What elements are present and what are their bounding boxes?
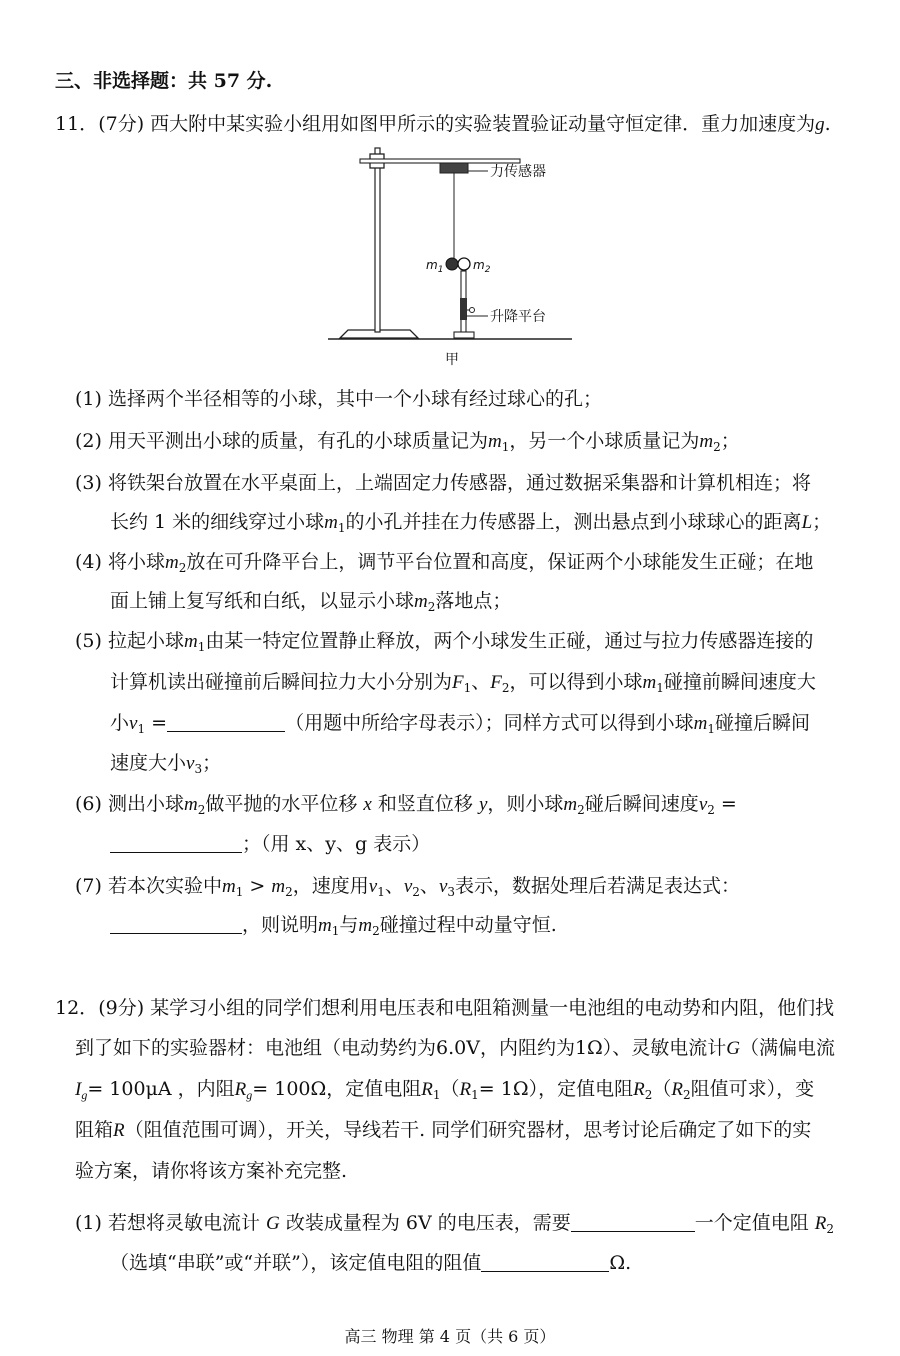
answer-blank-connection[interactable] xyxy=(571,1211,695,1232)
q12-line5: 验方案，请你将该方案补充完整. xyxy=(75,1160,348,1182)
q11-step-3-line2: 长约 1 米的细线穿过小球$m_1$的小孔并挂在力传感器上，测出悬点到小球球心的距离L； xyxy=(110,511,832,535)
platform-base xyxy=(454,332,474,338)
q12-sub1-line2: （选填“串联”或“并联”），该定值电阻的阻值 Ω. xyxy=(110,1252,632,1274)
q11-step-7-line1: (7) 若本次实验中$m_1 > m_2$，速度用$v_1$、$v_2$、$v_3$表示，数据处理后若满足表达式： xyxy=(75,875,741,899)
q11-step-6-line2: ；（用 x、y、g 表示） xyxy=(110,831,430,857)
q11-step-6-line1: (6) 测出小球$m_2$做平抛的水平位移 x 和竖直位移 y，则小球$m_2$碰后瞬间速度$v_2$ = xyxy=(75,793,737,817)
q11-step-5-line3: 小$v_1$ = （用题中所给字母表示）；同样方式可以得到小球$m_1$碰撞后瞬间 xyxy=(110,712,810,736)
q11-step-3-line1: (3) 将铁架台放置在水平桌面上，上端固定力传感器，通过数据采集器和计算机相连；将 xyxy=(75,472,811,494)
label-force-sensor: 力传感器 xyxy=(490,164,546,180)
platform-knob xyxy=(460,298,467,320)
answer-blank-v2[interactable] xyxy=(110,832,242,853)
q12-sub1-line1: (1) 若想将灵敏电流计 G 改装成量程为 6V 的电压表，需要 一个定值电阻 $R_2$ xyxy=(75,1212,835,1236)
answer-blank-resistance[interactable] xyxy=(481,1251,609,1272)
q11-intro: 11．(7分) 西大附中某实验小组用如图甲所示的实验装置验证动量守恒定律．重力加速度为g. xyxy=(55,113,831,135)
force-sensor xyxy=(440,163,468,173)
ball-m2 xyxy=(458,258,470,270)
label-platform: 升降平台 xyxy=(490,309,546,325)
q12-line2: 到了如下的实验器材：电池组（电动势约为6.0V，内阻约为1Ω）、灵敏电流计G（满偏电流 xyxy=(75,1037,836,1059)
stand-arm xyxy=(360,159,520,163)
ball-m1 xyxy=(446,258,458,270)
q11-step-7-line2: ，则说明$m_1$与$m_2$碰撞过程中动量守恒. xyxy=(110,912,557,939)
q12-line1: 12．(9分) 某学习小组的同学们想利用电压表和电阻箱测量一电池组的电动势和内阻，他们找 xyxy=(55,997,835,1019)
label-m2: m xyxy=(473,258,485,272)
q11-step-5-line4: 速度大小$v_3$； xyxy=(110,752,222,776)
stand-rod xyxy=(375,148,380,332)
answer-blank-expression[interactable] xyxy=(110,913,242,934)
svg-text:m1: $m_1$ xyxy=(426,258,444,275)
q12-line3: $I_g= 100\mu A$ ，内阻$R_g= 100\Omega$，定值电阻$R_1(R_1= 1\Omega)$，定值电阻$R_2(R_2$阻值可求），变 xyxy=(75,1078,815,1102)
apparatus-figure xyxy=(320,140,580,375)
q11-step-1: (1) 选择两个半径相等的小球，其中一个小球有经过球心的孔； xyxy=(75,388,602,410)
q11-step-2: (2) 用天平测出小球的质量，有孔的小球质量记为$m_1$，另一个小球质量记为$m_2$； xyxy=(75,430,740,454)
page-footer: 高三 物理 第 4 页（共 6 页） xyxy=(344,1327,556,1346)
q11-step-4-line2: 面上铺上复写纸和白纸，以显示小球$m_2$落地点； xyxy=(110,590,512,614)
figure-caption: 甲 xyxy=(445,352,459,368)
answer-blank-v1[interactable] xyxy=(167,711,285,732)
q11-step-5-line2: 计算机读出碰撞前后瞬间拉力大小分别为$F_1$、$F_2$，可以得到小球$m_1$碰撞前瞬间速度大 xyxy=(110,671,816,695)
svg-text:m2: $m_2$ xyxy=(473,258,491,275)
q11-step-5-line1: (5) 拉起小球$m_1$由某一特定位置静止释放，两个小球发生正碰，通过与拉力传感器连接的 xyxy=(75,630,814,654)
q11-step-4-line1: (4) 将小球$m_2$放在可升降平台上，调节平台位置和高度，保证两个小球能发生正碰；在地 xyxy=(75,551,814,575)
section-heading: 三、非选择题：共 57 分. xyxy=(55,70,273,92)
q12-line4: 阻箱R（阻值范围可调），开关，导线若干. 同学们研究器材，思考讨论后确定了如下的实 xyxy=(75,1119,812,1141)
label-m1: m xyxy=(426,258,438,272)
